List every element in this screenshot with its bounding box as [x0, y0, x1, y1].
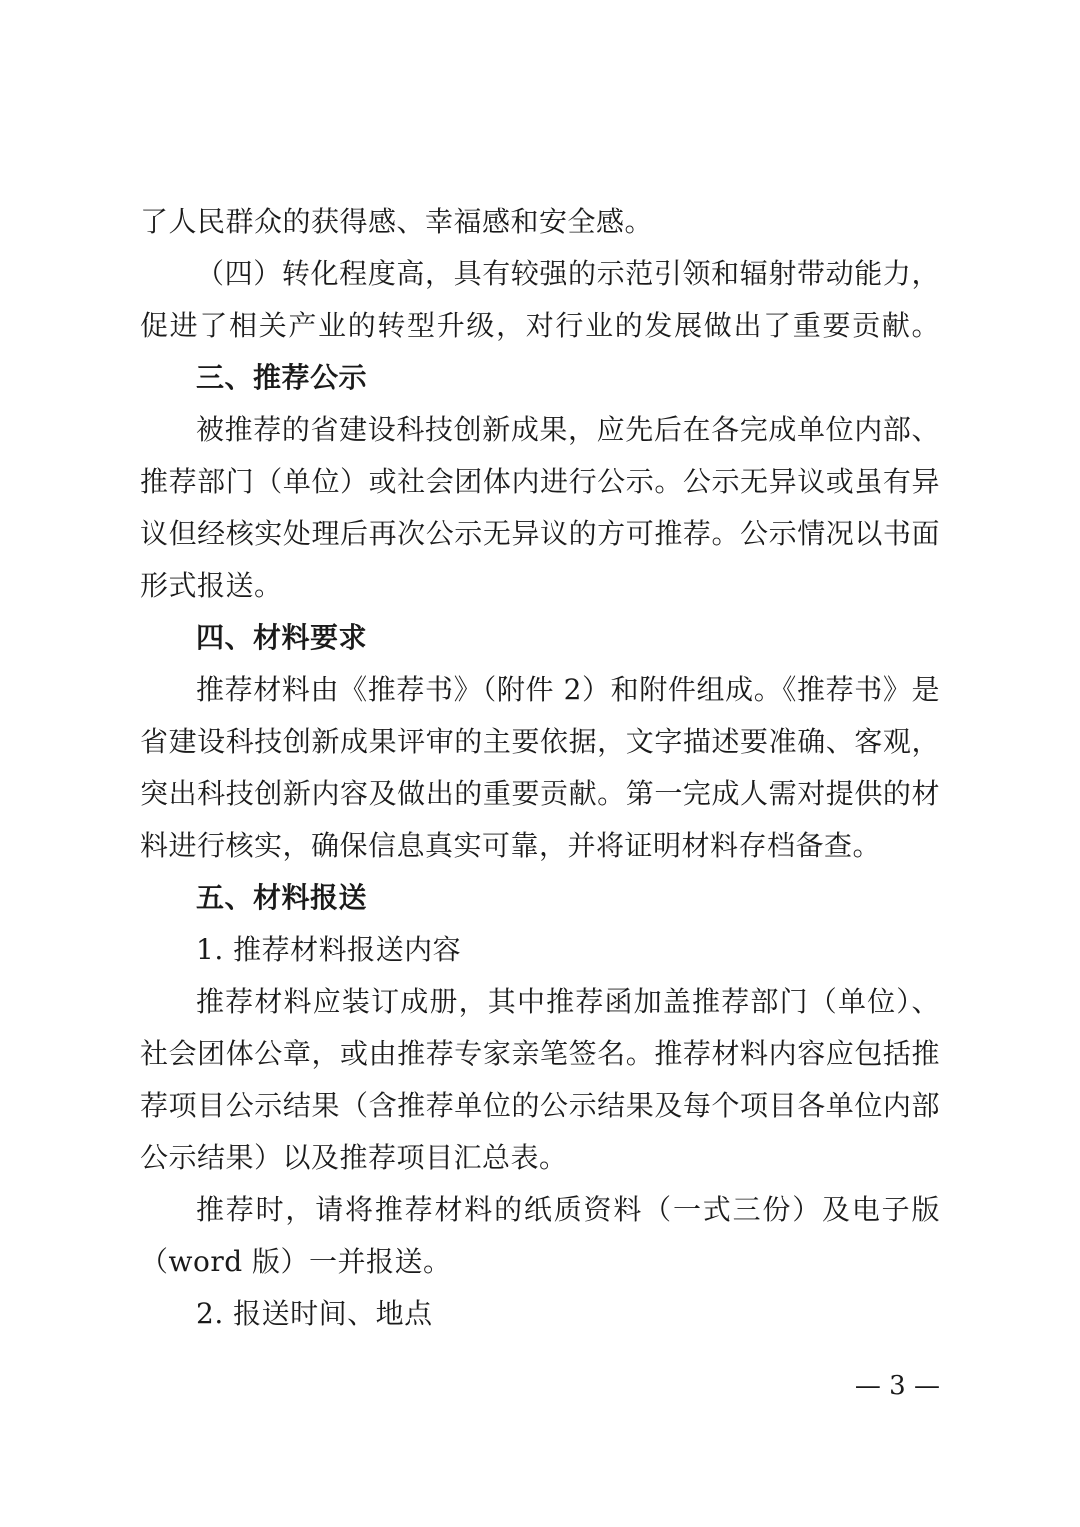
subsection-heading: 2. 报送时间、地点 — [196, 1297, 433, 1330]
section-heading-four: 四、材料要求 — [196, 621, 368, 654]
body-line: 议但经核实处理后再次公示无异议的方可推荐。公示情况以书面 — [140, 517, 940, 550]
body-line: 社会团体公章，或由推荐专家亲笔签名。推荐材料内容应包括推 — [140, 1037, 940, 1070]
page-number: — 3 — — [854, 1371, 940, 1401]
body-line: 公示结果）以及推荐项目汇总表。 — [140, 1141, 568, 1174]
section-heading-five: 五、材料报送 — [196, 881, 368, 914]
body-line: 省建设科技创新成果评审的主要依据，文字描述要准确、客观， — [140, 725, 940, 758]
body-line: 了人民群众的获得感、幸福感和安全感。 — [140, 205, 654, 238]
subsection-heading: 1. 推荐材料报送内容 — [196, 933, 462, 966]
body-line: 突出科技创新内容及做出的重要贡献。第一完成人需对提供的材 — [140, 777, 940, 810]
body-line: 推荐部门（单位）或社会团体内进行公示。公示无异议或虽有异 — [140, 465, 940, 498]
body-line: 推荐材料由《推荐书》（附件 2）和附件组成。《推荐书》是 — [196, 673, 940, 706]
body-line: 促进了相关产业的转型升级，对行业的发展做出了重要贡献。 — [140, 309, 940, 342]
section-heading-three: 三、推荐公示 — [196, 361, 368, 394]
body-line: 料进行核实，确保信息真实可靠，并将证明材料存档备查。 — [140, 829, 882, 862]
body-line: 形式报送。 — [140, 569, 283, 602]
body-line: 推荐材料应装订成册，其中推荐函加盖推荐部门（单位）、 — [196, 985, 940, 1018]
body-line: （四）转化程度高，具有较强的示范引领和辐射带动能力， — [196, 257, 940, 290]
body-line: 推荐时，请将推荐材料的纸质资料（一式三份）及电子版 — [196, 1193, 940, 1226]
body-line: 被推荐的省建设科技创新成果，应先后在各完成单位内部、 — [196, 413, 940, 446]
body-line: 荐项目公示结果（含推荐单位的公示结果及每个项目各单位内部 — [140, 1089, 940, 1122]
body-line: （word 版）一并报送。 — [140, 1245, 452, 1278]
